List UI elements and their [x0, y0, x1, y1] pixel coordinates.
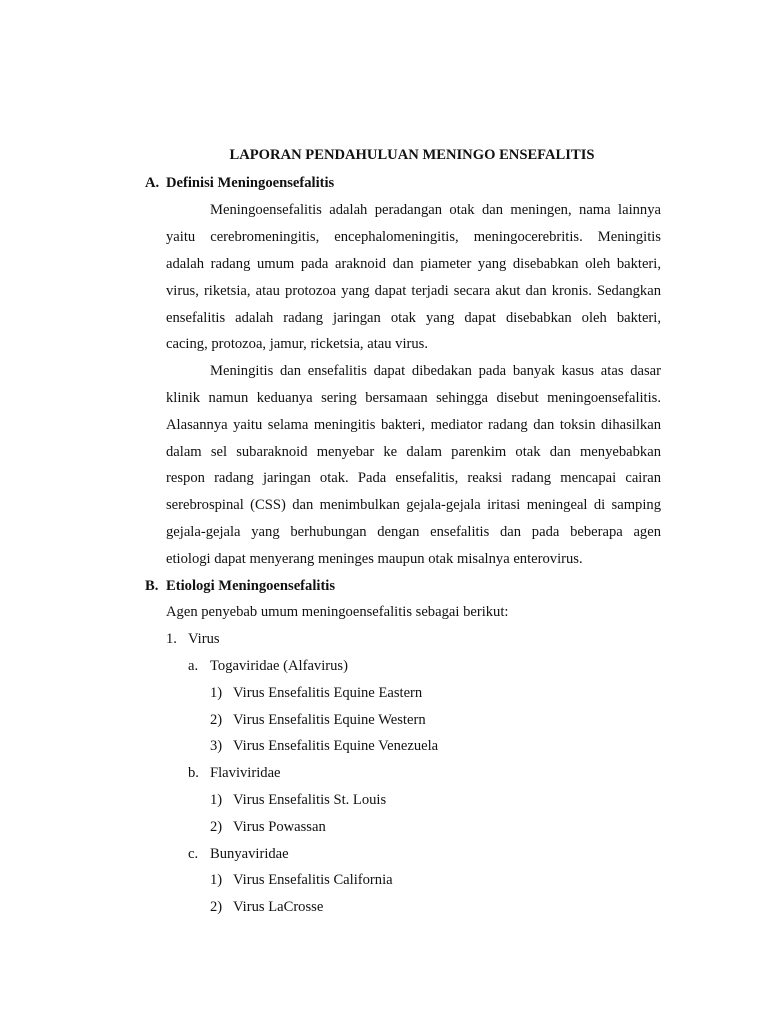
list-marker: 1) [210, 685, 223, 701]
list-item: Virus Ensefalitis St. Louis [233, 792, 387, 808]
paragraph-line: virus, riketsia, atau protozoa yang dapat terjadi secara akut dan kronis. Sedangkan [166, 283, 661, 299]
list-marker: 3) [210, 738, 223, 754]
section-b-heading: Etiologi Meningoensefalitis [166, 578, 336, 594]
list-item: Bunyaviridae [210, 846, 289, 862]
list-marker: b. [188, 765, 199, 781]
section-a-heading: Definisi Meningoensefalitis [166, 175, 335, 191]
list-item: Togaviridae (Alfavirus) [210, 658, 348, 674]
list-marker: c. [188, 846, 199, 862]
section-b-intro: Agen penyebab umum meningoensefalitis sebagai berikut: [166, 604, 509, 620]
list-marker: 1) [210, 872, 223, 888]
list-item: Virus LaCrosse [233, 899, 324, 915]
list-marker: 2) [210, 819, 223, 835]
paragraph-line: Alasannya yaitu selama meningitis bakteri, mediator radang dan toksin dihasilkan [166, 417, 661, 433]
paragraph-line: Meningoensefalitis adalah peradangan otak dan meningen, nama lainnya [210, 202, 661, 218]
paragraph-line: serebrospinal (CSS) dan menimbulkan gejala-gejala iritasi meningeal di samping [166, 497, 661, 513]
paragraph-line: klinik namun keduanya sering bersamaan sehingga disebut meningoensefalitis. [166, 390, 661, 406]
list-item: Virus Ensefalitis California [233, 872, 393, 888]
paragraph-line: adalah radang umum pada araknoid dan piameter yang disebabkan oleh bakteri, [166, 256, 661, 272]
paragraph-line: yaitu cerebromeningitis, encephalomeningitis, meningocerebritis. Meningitis [166, 229, 661, 245]
paragraph-line: gejala-gejala yang berhubungan dengan ensefalitis dan pada beberapa agen [166, 524, 661, 540]
list-marker: 2) [210, 712, 223, 728]
list-marker: a. [188, 658, 199, 674]
list-item: Virus Powassan [233, 819, 326, 835]
section-a-marker: A. [145, 175, 160, 191]
list-item: Virus Ensefalitis Equine Eastern [233, 685, 423, 701]
list-item: Virus Ensefalitis Equine Western [233, 712, 426, 728]
list-marker: 1) [210, 792, 223, 808]
list-marker: 2) [210, 899, 223, 915]
paragraph-line: ensefalitis adalah radang jaringan otak yang dapat disebabkan oleh bakteri, [166, 310, 661, 326]
list-marker: 1. [166, 631, 177, 647]
list-item: Virus Ensefalitis Equine Venezuela [233, 738, 439, 754]
section-b-marker: B. [145, 578, 159, 594]
list-item: Flaviviridae [210, 765, 281, 781]
paragraph-line: cacing, protozoa, jamur, ricketsia, atau virus. [166, 336, 429, 352]
paragraph-line: respon radang jaringan otak. Pada ensefalitis, reaksi radang mencapai cairan [166, 470, 661, 486]
paragraph-line: dalam sel subaraknoid menyebar ke dalam parenkim otak dan menyebabkan [166, 444, 661, 460]
list-item: Virus [188, 631, 220, 647]
document-title: LAPORAN PENDAHULUAN MENINGO ENSEFALITIS [229, 147, 595, 163]
paragraph-line: etiologi dapat menyerang meninges maupun otak misalnya enterovirus. [166, 551, 583, 567]
paragraph-line: Meningitis dan ensefalitis dapat dibedakan pada banyak kasus atas dasar [210, 363, 661, 379]
